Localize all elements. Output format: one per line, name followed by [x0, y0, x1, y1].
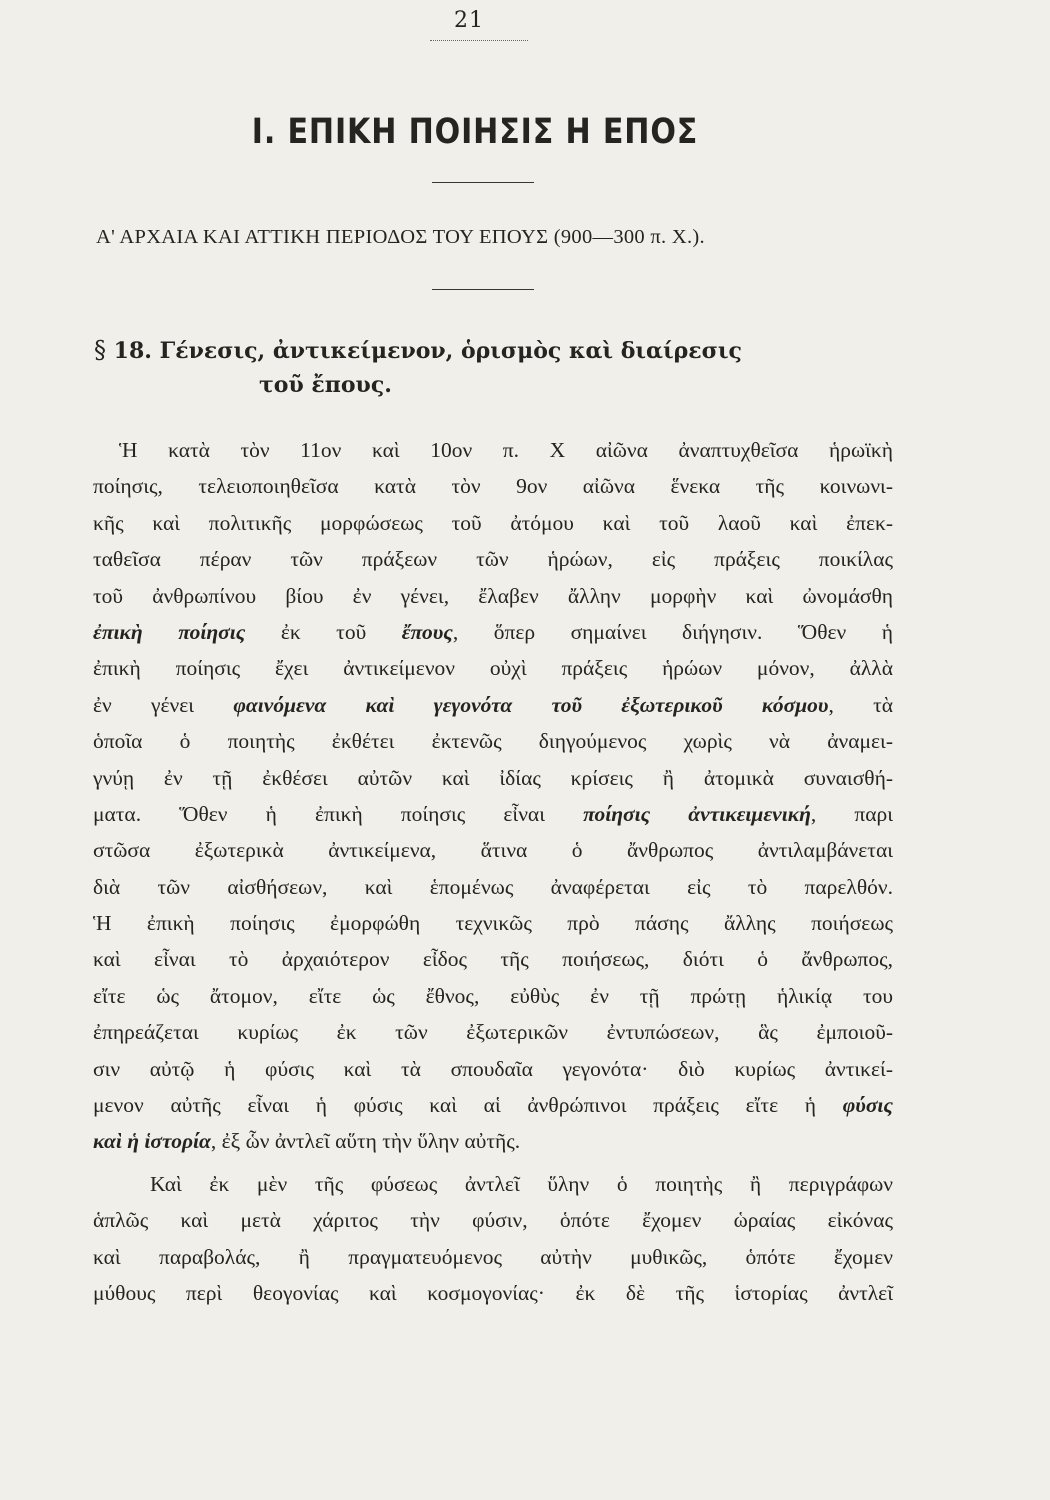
text-segment: ματα. Ὅθεν ἡ ἐπικὴ ποίησις εἶναι	[93, 801, 584, 826]
section-number: 18.	[113, 338, 152, 364]
emphasis-epic-poetry: ἐπικὴ ποίησις	[93, 619, 246, 644]
emphasis-nature: φύσις	[842, 1093, 893, 1118]
text-line: εἴτε ὡς ἄτομον, εἴτε ὡς ἔθνος, εὐθὺς ἐν τῇ πρώτῃ ἡλικίᾳ του	[93, 983, 893, 1008]
text-line	[93, 1087, 893, 1123]
emphasis-epos: ἔπους	[401, 619, 453, 644]
text-line: σιν αὐτῷ ἡ φύσις καὶ τὰ σπουδαῖα γεγονότα· διὸ κυρίως ἀντικεί-	[93, 1056, 893, 1081]
paragraph-1	[93, 432, 893, 1160]
text-segment: μενον αὐτῆς εἶναι ἡ φύσις καὶ αἱ ἀνθρώπινοι πράξεις εἴτε ἡ	[93, 1093, 843, 1118]
text-segment: , ἐξ ὧν ἀντλεῖ αὕτη τὴν ὕλην αὐτῆς.	[210, 1129, 521, 1154]
section-title-line-1: Γένεσις, ἀντικείμενον, ὁρισμὸς καὶ διαίρεσις	[159, 338, 742, 364]
emphasis-objective-poetry: ποίησις ἀντικειμενική	[583, 801, 811, 826]
page-number-rule	[430, 40, 528, 41]
text-line	[93, 1123, 893, 1159]
text-line: διὰ τῶν αἰσθήσεων, καὶ ἑπομένως ἀναφέρεται εἰς τὸ παρελθόν.	[93, 874, 893, 899]
text-segment: , τὰ	[828, 692, 894, 717]
text-line: καὶ παραβολάς, ἢ πραγματευόμενος αὐτὴν μυθικῶς, ὁπότε ἔχομεν	[93, 1244, 893, 1269]
text-line: ποίησις, τελειοποιηθεῖσα κατὰ τὸν 9ον αἰῶνα ἕνεκα τῆς κοινωνι-	[93, 474, 893, 499]
text-line: καὶ εἶναι τὸ ἀρχαιότερον εἶδος τῆς ποιήσεως, διότι ὁ ἄνθρωπος,	[93, 947, 893, 972]
text-line	[93, 796, 893, 832]
text-line: Ἡ κατὰ τὸν 11ον καὶ 10ον π. Χ αἰῶνα ἀναπτυχθεῖσα ἡρωϊκὴ	[119, 438, 893, 462]
text-line: μύθους περὶ θεογονίας καὶ κοσμογονίας· ἐκ δὲ τῆς ἱστορίας ἀντλεῖ	[93, 1281, 893, 1306]
text-segment: ἐκ τοῦ	[245, 619, 402, 644]
section-heading	[94, 333, 914, 402]
emphasis-history: καὶ ἡ ἱστορία	[93, 1129, 211, 1154]
text-line: τοῦ ἀνθρωπίνου βίου ἐν γένει, ἔλαβεν ἄλλην μορφὴν καὶ ὠνομάσθη	[93, 583, 893, 608]
text-segment: ἐν γένει	[93, 692, 234, 717]
text-segment: , παρι	[810, 801, 893, 826]
chapter-title: I. ΕΠΙΚΗ ΠΟΙΗΣΙΣ Η ΕΠΟΣ	[251, 112, 699, 152]
text-line	[93, 687, 893, 723]
section-title-line-2: τοῦ ἔπους.	[259, 372, 392, 398]
text-line: ταθεῖσα πέραν τῶν πράξεων τῶν ἡρώων, εἰς πράξεις ποικίλας	[93, 547, 893, 572]
emphasis-phenomena: φαινόμενα καὶ γεγονότα τοῦ ἐξωτερικοῦ κόσμου	[233, 692, 829, 717]
text-line	[93, 614, 893, 650]
period-rule	[432, 289, 534, 290]
period-heading: Α' ΑΡΧΑΙΑ ΚΑΙ ΑΤΤΙΚΗ ΠΕΡΙΟΔΟΣ ΤΟΥ ΕΠΟΥΣ (900—300 π. Χ.).	[96, 226, 705, 248]
text-line: ἁπλῶς καὶ μετὰ χάριτος τὴν φύσιν, ὁπότε ἔχομεν ὡραίας εἰκόνας	[93, 1208, 893, 1233]
title-rule	[432, 182, 534, 183]
section-heading-line-1	[94, 333, 914, 368]
text-line: Ἡ ἐπικὴ ποίησις ἐμορφώθη τεχνικῶς πρὸ πάσης ἄλλης ποιήσεως	[93, 911, 893, 936]
paragraph-2	[93, 1166, 893, 1312]
text-line: Καὶ ἐκ μὲν τῆς φύσεως ἀντλεῖ ὕλην ὁ ποιητὴς ἢ περιγράφων	[150, 1172, 893, 1196]
text-line: ἐπηρεάζεται κυρίως ἐκ τῶν ἐξωτερικῶν ἐντυπώσεων, ἃς ἐμποιοῦ-	[93, 1020, 893, 1045]
page-number: 21	[454, 8, 484, 33]
text-line: στῶσα ἐξωτερικὰ ἀντικείμενα, ἅτινα ὁ ἄνθρωπος ἀντιλαμβάνεται	[93, 838, 893, 863]
text-segment: , ὅπερ σημαίνει διήγησιν. Ὅθεν ἡ	[452, 619, 893, 644]
section-symbol: §	[94, 336, 106, 364]
text-line: ἐπικὴ ποίησις ἔχει ἀντικείμενον οὐχὶ πράξεις ἡρώων μόνον, ἀλλὰ	[93, 656, 893, 681]
text-line: κῆς καὶ πολιτικῆς μορφώσεως τοῦ ἀτόμου καὶ τοῦ λαοῦ καὶ ἐπεκ-	[93, 510, 893, 535]
text-line: ὁποῖα ὁ ποιητὴς ἐκθέτει ἐκτενῶς διηγούμενος χωρὶς νὰ ἀναμει-	[93, 729, 893, 754]
text-line: γνύῃ ἐν τῇ ἐκθέσει αὐτῶν καὶ ἰδίας κρίσεις ἢ ἀτομικὰ συναισθή-	[93, 765, 893, 790]
